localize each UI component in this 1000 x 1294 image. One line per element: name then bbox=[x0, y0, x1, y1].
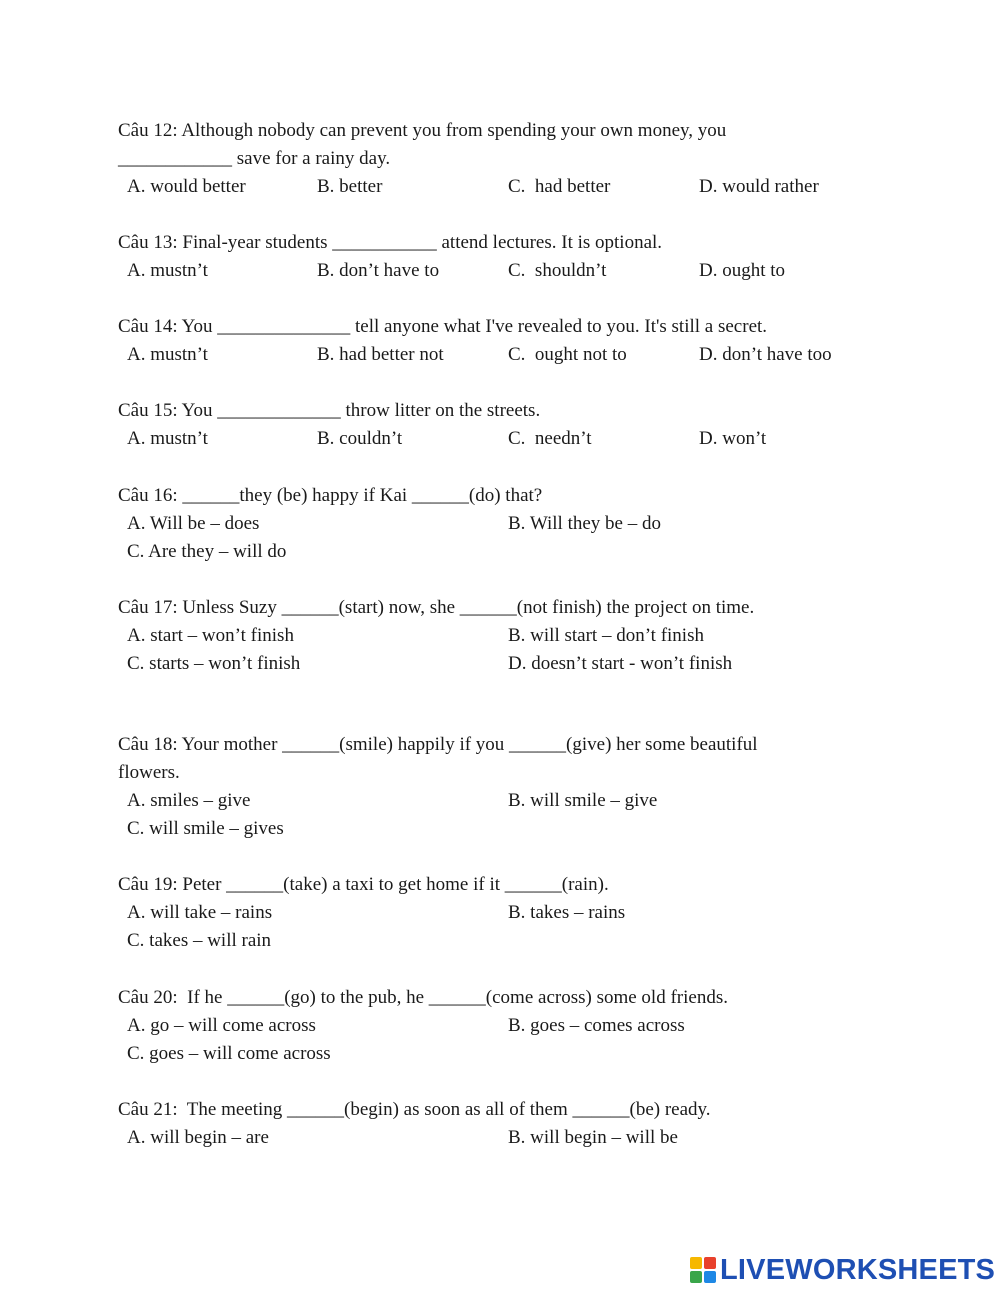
options-row bbox=[118, 622, 878, 650]
answer-option[interactable]: A. will take – rains bbox=[127, 902, 273, 923]
answer-option[interactable]: C. will smile – gives bbox=[127, 818, 284, 839]
options-row bbox=[118, 815, 878, 843]
question-15 bbox=[118, 397, 878, 453]
answer-option[interactable]: B. will start – don’t finish bbox=[508, 625, 704, 646]
answer-option[interactable]: C. had better bbox=[508, 176, 611, 197]
question-13 bbox=[118, 229, 878, 285]
options-row bbox=[118, 341, 878, 369]
question-stem: Câu 13: Final-year students ___________ attend lectures. It is optional. bbox=[118, 232, 663, 253]
options-row bbox=[118, 510, 878, 538]
answer-option[interactable]: A. mustn’t bbox=[127, 428, 208, 449]
answer-option[interactable]: D. ought to bbox=[699, 260, 786, 281]
answer-option[interactable]: D. would rather bbox=[699, 176, 819, 197]
question-stem: Câu 17: Unless Suzy ______(start) now, she ______(not finish) the project on time. bbox=[118, 597, 755, 618]
options-row bbox=[118, 538, 878, 566]
answer-option[interactable]: A. mustn’t bbox=[127, 260, 208, 281]
answer-option[interactable]: B. will smile – give bbox=[508, 790, 658, 811]
options-row bbox=[118, 425, 878, 453]
question-stem: Câu 15: You _____________ throw litter on the streets. bbox=[118, 400, 541, 421]
answer-option[interactable]: A. would better bbox=[127, 176, 246, 197]
question-12 bbox=[118, 117, 878, 201]
liveworksheets-logo-icon bbox=[690, 1257, 716, 1283]
answer-option[interactable]: A. smiles – give bbox=[127, 790, 251, 811]
question-stem: ____________ save for a rainy day. bbox=[118, 148, 391, 169]
options-row bbox=[118, 927, 878, 955]
answer-option[interactable]: B. Will they be – do bbox=[508, 513, 661, 534]
question-21 bbox=[118, 1096, 878, 1152]
answer-option[interactable]: D. won’t bbox=[699, 428, 767, 449]
brand-name: LIVEWORKSHEETS bbox=[720, 1253, 996, 1286]
options-row bbox=[118, 899, 878, 927]
options-row bbox=[118, 173, 878, 201]
options-row bbox=[118, 650, 878, 678]
question-stem: Câu 12: Although nobody can prevent you from spending your own money, you bbox=[118, 120, 727, 141]
question-stem: Câu 20: If he ______(go) to the pub, he ______(come across) some old friends. bbox=[118, 987, 728, 1008]
question-16 bbox=[118, 482, 878, 566]
question-17 bbox=[118, 594, 878, 678]
answer-option[interactable]: B. don’t have to bbox=[317, 260, 440, 281]
answer-option[interactable]: C. takes – will rain bbox=[127, 930, 272, 951]
answer-option[interactable]: C. Are they – will do bbox=[127, 541, 287, 562]
question-stem: Câu 18: Your mother ______(smile) happily if you ______(give) her some beautiful bbox=[118, 734, 758, 755]
options-row bbox=[118, 257, 878, 285]
answer-option[interactable]: B. had better not bbox=[317, 344, 444, 365]
answer-option[interactable]: B. will begin – will be bbox=[508, 1127, 678, 1148]
answer-option[interactable]: A. go – will come across bbox=[127, 1015, 316, 1036]
question-19 bbox=[118, 871, 878, 955]
options-row bbox=[118, 787, 878, 815]
answer-option[interactable]: C. goes – will come across bbox=[127, 1043, 331, 1064]
answer-option[interactable]: D. doesn’t start - won’t finish bbox=[508, 653, 733, 674]
logo-square-blue bbox=[704, 1271, 716, 1283]
liveworksheets-logo[interactable] bbox=[690, 1253, 995, 1287]
question-20 bbox=[118, 984, 878, 1068]
logo-square-red bbox=[704, 1257, 716, 1269]
question-18 bbox=[118, 731, 878, 843]
answer-option[interactable]: A. Will be – does bbox=[127, 513, 260, 534]
answer-option[interactable]: B. better bbox=[317, 176, 383, 197]
options-row bbox=[118, 1124, 878, 1152]
question-stem: flowers. bbox=[118, 762, 180, 783]
question-stem: Câu 19: Peter ______(take) a taxi to get home if it ______(rain). bbox=[118, 874, 609, 895]
answer-option[interactable]: A. will begin – are bbox=[127, 1127, 269, 1148]
question-stem: Câu 14: You ______________ tell anyone what I've revealed to you. It's still a secret. bbox=[118, 316, 768, 337]
answer-option[interactable]: B. takes – rains bbox=[508, 902, 626, 923]
answer-option[interactable]: A. start – won’t finish bbox=[127, 625, 294, 646]
answer-option[interactable]: B. goes – comes across bbox=[508, 1015, 685, 1036]
logo-square-green bbox=[690, 1271, 702, 1283]
options-row bbox=[118, 1012, 878, 1040]
logo-square-yellow bbox=[690, 1257, 702, 1269]
answer-option[interactable]: C. starts – won’t finish bbox=[127, 653, 301, 674]
answer-option[interactable]: B. couldn’t bbox=[317, 428, 403, 449]
question-stem: Câu 21: The meeting ______(begin) as soon as all of them ______(be) ready. bbox=[118, 1099, 711, 1120]
answer-option[interactable]: C. shouldn’t bbox=[508, 260, 607, 281]
answer-option[interactable]: A. mustn’t bbox=[127, 344, 208, 365]
question-stem: Câu 16: ______they (be) happy if Kai ______(do) that? bbox=[118, 485, 543, 506]
question-14 bbox=[118, 313, 878, 369]
answer-option[interactable]: D. don’t have too bbox=[699, 344, 832, 365]
answer-option[interactable]: C. needn’t bbox=[508, 428, 592, 449]
answer-option[interactable]: C. ought not to bbox=[508, 344, 627, 365]
options-row bbox=[118, 1040, 878, 1068]
